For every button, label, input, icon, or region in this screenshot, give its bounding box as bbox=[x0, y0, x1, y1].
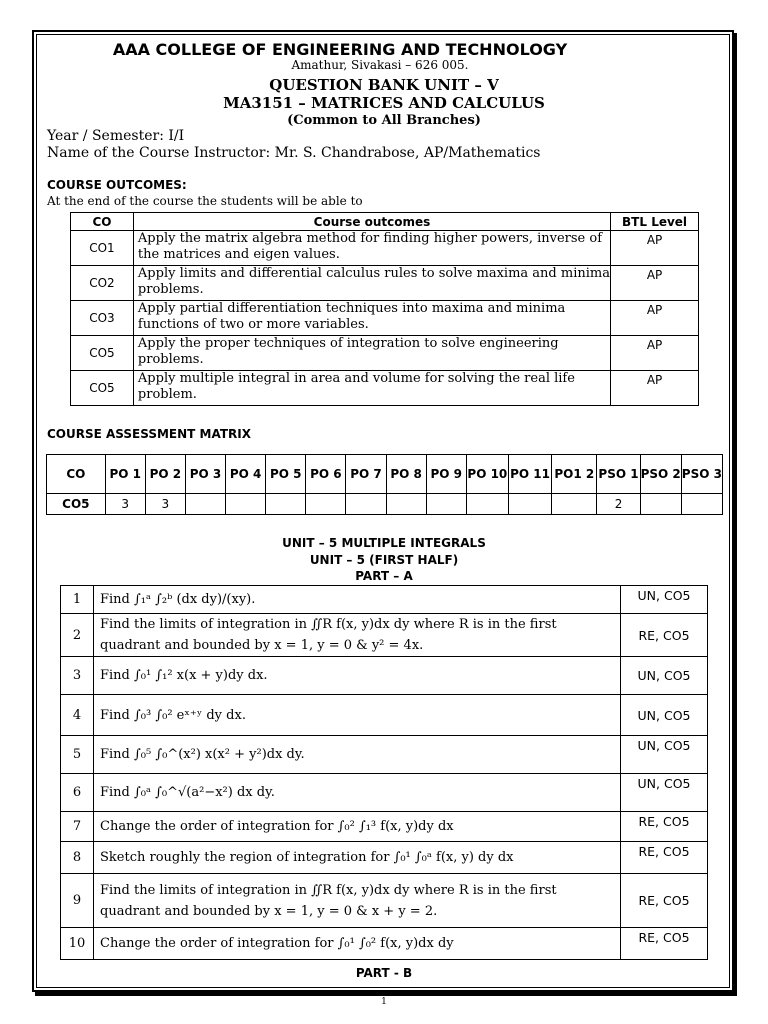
question-tag: UN, CO5 bbox=[621, 695, 708, 736]
question-number: 3 bbox=[61, 657, 94, 695]
btl-level: AP bbox=[611, 301, 699, 336]
matrix-cell bbox=[552, 494, 597, 515]
question-text: Find ∫₀⁵ ∫₀^(x²) x(x² + y²)dx dy. bbox=[94, 736, 621, 774]
column-header: CO bbox=[71, 213, 134, 231]
btl-level: AP bbox=[611, 231, 699, 266]
matrix-cell: 3 bbox=[145, 494, 185, 515]
question-number: 8 bbox=[61, 842, 94, 874]
table-row bbox=[71, 301, 699, 336]
column-header: BTL Level bbox=[611, 213, 699, 231]
question-text: Change the order of integration for ∫₀¹ ∫₀² f(x, y)dx dy bbox=[94, 928, 621, 960]
column-header: PSO 3 bbox=[681, 455, 722, 494]
question-number: 6 bbox=[61, 774, 94, 812]
instructor-name: Name of the Course Instructor: Mr. S. Chandrabose, AP/Mathematics bbox=[47, 145, 541, 161]
part-a-questions-table bbox=[60, 585, 708, 960]
assessment-matrix-table bbox=[46, 454, 723, 515]
question-bank-title: QUESTION BANK UNIT – V bbox=[269, 76, 499, 94]
question-text: Find ∫₁ᵃ ∫₂ᵇ (dx dy)/(xy). bbox=[94, 586, 621, 614]
matrix-cell bbox=[226, 494, 266, 515]
question-number: 5 bbox=[61, 736, 94, 774]
matrix-cell bbox=[306, 494, 346, 515]
co-description: Apply multiple integral in area and volume for solving the real life problem. bbox=[133, 371, 610, 406]
question-tag: RE, CO5 bbox=[621, 874, 708, 928]
matrix-cell bbox=[386, 494, 426, 515]
column-header: PO 1 bbox=[105, 455, 145, 494]
table-header-row bbox=[71, 213, 699, 231]
co-cell: CO5 bbox=[71, 336, 134, 371]
question-number: 4 bbox=[61, 695, 94, 736]
co-cell: CO1 bbox=[71, 231, 134, 266]
table-row bbox=[47, 494, 723, 515]
column-header: PO 9 bbox=[426, 455, 466, 494]
table-row bbox=[61, 928, 708, 960]
page-border-shadow-right bbox=[734, 33, 737, 996]
course-outcomes-table bbox=[70, 212, 699, 406]
matrix-cell bbox=[426, 494, 466, 515]
question-text: Change the order of integration for ∫₀² ∫₁³ f(x, y)dy dx bbox=[94, 812, 621, 842]
btl-level: AP bbox=[611, 371, 699, 406]
matrix-cell bbox=[466, 494, 508, 515]
table-row bbox=[71, 231, 699, 266]
matrix-cell bbox=[346, 494, 386, 515]
column-header: PO 7 bbox=[346, 455, 386, 494]
column-header: PO 6 bbox=[306, 455, 346, 494]
table-row bbox=[61, 586, 708, 614]
course-outcomes-title: COURSE OUTCOMES: bbox=[47, 178, 187, 192]
question-number: 10 bbox=[61, 928, 94, 960]
column-header: PO 4 bbox=[226, 455, 266, 494]
page-number: 1 bbox=[381, 997, 387, 1007]
question-text: Find the limits of integration in ∬R f(x, y)dx dy where R is in the first quadrant and bounded by x = 1, y = 0 & x + y = 2. bbox=[94, 874, 621, 928]
question-tag: RE, CO5 bbox=[621, 928, 708, 960]
column-header: PO 2 bbox=[145, 455, 185, 494]
question-number: 2 bbox=[61, 614, 94, 657]
page-border-shadow-bottom bbox=[35, 992, 736, 996]
co-description: Apply the proper techniques of integration to solve engineering problems. bbox=[133, 336, 610, 371]
btl-level: AP bbox=[611, 336, 699, 371]
co-description: Apply partial differentiation techniques into maxima and minima functions of two or more variables. bbox=[133, 301, 610, 336]
column-header: PO 11 bbox=[508, 455, 551, 494]
question-text: Find the limits of integration in ∬R f(x, y)dx dy where R is in the first quadrant and bounded by x = 1, y = 0 & y² = 4x. bbox=[94, 614, 621, 657]
table-row bbox=[71, 371, 699, 406]
year-semester: Year / Semester: I/I bbox=[47, 128, 185, 144]
table-row bbox=[71, 336, 699, 371]
college-name: AAA COLLEGE OF ENGINEERING AND TECHNOLOGY bbox=[112, 40, 568, 59]
co-cell: CO5 bbox=[71, 371, 134, 406]
common-note: (Common to All Branches) bbox=[287, 113, 481, 128]
question-number: 1 bbox=[61, 586, 94, 614]
question-tag: UN, CO5 bbox=[621, 657, 708, 695]
co-cell: CO2 bbox=[71, 266, 134, 301]
question-text: Find ∫₀¹ ∫₁² x(x + y)dy dx. bbox=[94, 657, 621, 695]
table-row bbox=[61, 614, 708, 657]
column-header: CO bbox=[47, 455, 106, 494]
column-header: PSO 2 bbox=[640, 455, 681, 494]
part-b-title: PART - B bbox=[355, 966, 413, 980]
column-header: PO 3 bbox=[185, 455, 225, 494]
assessment-matrix-title: COURSE ASSESSMENT MATRIX bbox=[47, 427, 251, 441]
column-header: PO 5 bbox=[266, 455, 306, 494]
question-tag: RE, CO5 bbox=[621, 812, 708, 842]
question-text: Find ∫₀³ ∫₀² eˣ⁺ʸ dy dx. bbox=[94, 695, 621, 736]
table-row bbox=[61, 657, 708, 695]
matrix-cell: 3 bbox=[105, 494, 145, 515]
table-row bbox=[61, 695, 708, 736]
table-row bbox=[61, 736, 708, 774]
course-title: MA3151 – MATRICES AND CALCULUS bbox=[223, 94, 545, 112]
question-number: 9 bbox=[61, 874, 94, 928]
unit-subtitle: UNIT – 5 (FIRST HALF) bbox=[309, 553, 459, 567]
table-row bbox=[71, 266, 699, 301]
co-cell: CO3 bbox=[71, 301, 134, 336]
co-description: Apply the matrix algebra method for finding higher powers, inverse of the matrices and eigen values. bbox=[133, 231, 610, 266]
matrix-cell bbox=[266, 494, 306, 515]
question-tag: RE, CO5 bbox=[621, 842, 708, 874]
question-text: Sketch roughly the region of integration for ∫₀¹ ∫₀ᵃ f(x, y) dy dx bbox=[94, 842, 621, 874]
co-description: Apply limits and differential calculus rules to solve maxima and minima problems. bbox=[133, 266, 610, 301]
column-header: PSO 1 bbox=[597, 455, 640, 494]
college-address: Amathur, Sivakasi – 626 005. bbox=[291, 58, 469, 72]
table-header-row bbox=[47, 455, 723, 494]
column-header: Course outcomes bbox=[133, 213, 610, 231]
column-header: PO 10 bbox=[466, 455, 508, 494]
question-number: 7 bbox=[61, 812, 94, 842]
table-row bbox=[61, 874, 708, 928]
matrix-cell bbox=[681, 494, 722, 515]
unit-title: UNIT – 5 MULTIPLE INTEGRALS bbox=[282, 536, 486, 550]
part-a-title: PART – A bbox=[355, 569, 413, 583]
matrix-cell: CO5 bbox=[47, 494, 106, 515]
question-tag: RE, CO5 bbox=[621, 614, 708, 657]
question-tag: UN, CO5 bbox=[621, 736, 708, 774]
question-tag: UN, CO5 bbox=[621, 586, 708, 614]
table-row bbox=[61, 812, 708, 842]
question-tag: UN, CO5 bbox=[621, 774, 708, 812]
matrix-cell bbox=[640, 494, 681, 515]
question-text: Find ∫₀ᵃ ∫₀^√(a²−x²) dx dy. bbox=[94, 774, 621, 812]
matrix-cell: 2 bbox=[597, 494, 640, 515]
btl-level: AP bbox=[611, 266, 699, 301]
column-header: PO1 2 bbox=[552, 455, 597, 494]
matrix-cell bbox=[508, 494, 551, 515]
table-row bbox=[61, 842, 708, 874]
course-outcomes-intro: At the end of the course the students will be able to bbox=[47, 194, 363, 208]
column-header: PO 8 bbox=[386, 455, 426, 494]
matrix-cell bbox=[185, 494, 225, 515]
table-row bbox=[61, 774, 708, 812]
